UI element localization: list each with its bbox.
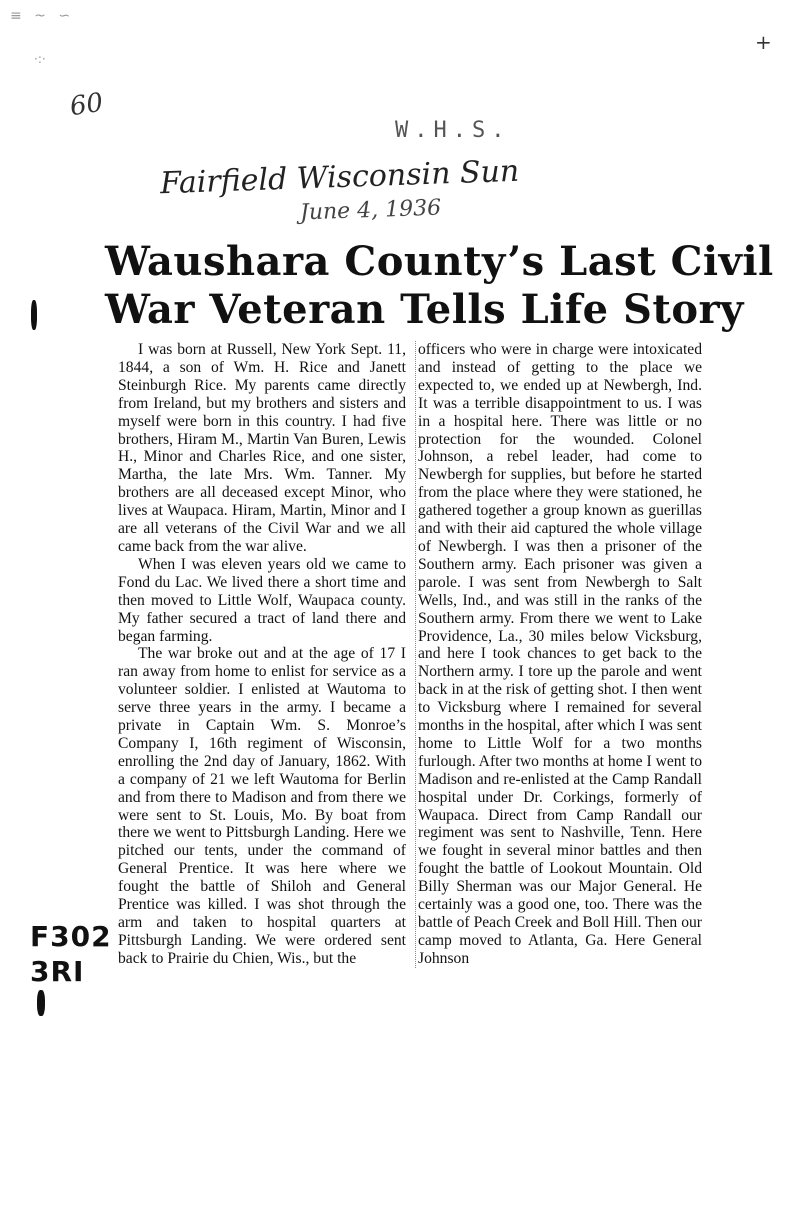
ink-blot <box>31 300 37 330</box>
faint-corner-mark-2: ·:· <box>34 52 46 66</box>
article-paragraph: I was born at Russell, New York Sept. 11, 1844, a son of Wm. H. Rice and Janett Steinburgh Rice. My parents came directly from Ireland, but my brothers and sisters and myself were born in this country. I had five brothers, Hiram M., Martin Van Buren, Lewis H., Minor and Charles Rice, and one sister, Martha, the late Mrs. Wm. Tanner. My brothers are all deceased except Minor, who lives at Waupaca. Hiram, Martin, Minor and I are all veterans of the Civil War and we all came back from the war alive. <box>118 341 406 555</box>
handwritten-date: June 4, 1936 <box>299 195 442 226</box>
headline-line-1: Waushara County’s Last Civil <box>105 238 774 285</box>
margin-note-code-2: 3RI <box>30 955 85 988</box>
headline-line-2: War Veteran Tells Life Story <box>105 286 744 333</box>
handwritten-corner-mark: + <box>755 30 772 54</box>
ink-blot-2 <box>37 990 45 1016</box>
article-paragraph: When I was eleven years old we came to Fond du Lac. We lived there a short time and then moved to Little Wolf, Waupaca county. My father secured a tract of land there and began farming. <box>118 555 406 645</box>
margin-note-code-1: F302 <box>30 920 112 953</box>
article-column-right <box>415 341 702 968</box>
handwritten-source: Fairfield Wisconsin Sun <box>159 153 520 202</box>
faint-corner-mark: ≡ ~ ∽ <box>10 8 75 24</box>
article-paragraph: officers who were in charge were intoxicated and instead of getting to the place we expected to, we ended up at Newbergh, Ind. It was a terrible disappointment to us. I was in a hospital here. There was little or no protection for the wounded. Colonel Johnson, a rebel leader, had come to Newbergh for supplies, but before he started from the place where they were stationed, he gathered together a group known as guerillas and with their aid captured the whole village of Newbergh. I was then a prisoner of the Southern army. Each prisoner was given a parole. I was sent from Newbergh to Salt Wells, Ind., and was still in the ranks of the Southern army. From there we went to Lake Providence, La., 30 miles below Vicksburg, and here I took chances to get back to the Northern army. I tore up the parole and went back in at the risk of getting shot. I then went to Vicksburg where I remained for several months in the hospital, after which I was sent home to Little Wolf for a two months furlough. After two months at home I went to Madison and re-enlisted at the Camp Randall hospital under Dr. Corkings, formerly of Waupaca. Direct from Camp Randall our regiment was sent to Nashville, Tenn. Here we fought in several minor battles and then fought the battle of Lookout Mountain. Old Billy Sherman was our Major General. He certainly was a good one, too. There was the battle of Peach Creek and Boll Hill. Then our camp moved to Atlanta, Ga. Here General Johnson <box>418 341 702 967</box>
article-column-left <box>118 341 406 968</box>
article-paragraph: The war broke out and at the age of 17 I ran away from home to enlist for service as a volunteer soldier. I enlisted at Wautoma to serve three years in the army. I became a private in Captain Wm. S. Monroe’s Company I, 16th regiment of Wisconsin, enrolling the 2nd day of January, 1862. With a company of 21 we left Wautoma for Berlin and from there to Madison and from there we were sent to St. Louis, Mo. By boat from there we went to Pittsburgh Landing. Here we pitched our tents, under the command of General Prentice. It was here where we fought the battle of Shiloh and General Prentice was killed. I was shot through the arm and taken to hospital quarters at Pittsburgh Landing. We were ordered sent back to Prairie du Chien, Wis., but the <box>118 645 406 967</box>
handwritten-page-number: 60 <box>68 87 106 123</box>
perforated-stamp: W.H.S. <box>395 118 511 143</box>
